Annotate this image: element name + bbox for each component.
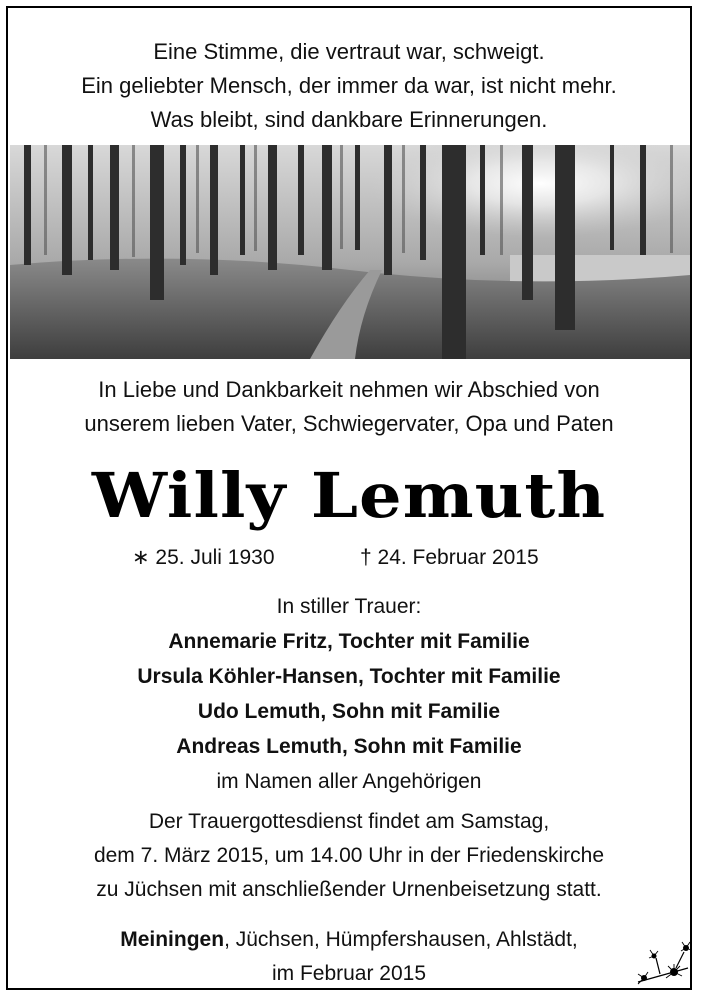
service-line: dem 7. März 2015, um 14.00 Uhr in der Friedenskirche bbox=[93, 844, 605, 867]
poem-line: Eine Stimme, die vertraut war, schweigt. bbox=[153, 39, 545, 64]
mourners-heading: In stiller Trauer: bbox=[276, 595, 422, 618]
closing-places bbox=[8, 923, 690, 991]
memorial-poem bbox=[8, 35, 690, 137]
intro-line: In Liebe und Dankbarkeit nehmen wir Abschied von bbox=[98, 377, 600, 402]
obituary-notice bbox=[6, 6, 692, 990]
mourner-name: Udo Lemuth, Sohn mit Familie bbox=[197, 700, 501, 723]
places-line bbox=[8, 923, 690, 957]
service-info bbox=[8, 805, 690, 907]
poem-line: Ein geliebter Mensch, der immer da war, ist nicht mehr. bbox=[81, 73, 617, 98]
mourner-name: Andreas Lemuth, Sohn mit Familie bbox=[176, 735, 522, 758]
mourner-name: Ursula Köhler-Hansen, Tochter mit Familie bbox=[137, 665, 561, 688]
mourners-footer: im Namen aller Angehörigen bbox=[216, 770, 482, 793]
place-bold: Meiningen bbox=[120, 928, 225, 951]
farewell-intro bbox=[8, 373, 690, 441]
service-line: zu Jüchsen mit anschließender Urnenbeisetzung statt. bbox=[96, 878, 602, 901]
dandelion-icon bbox=[630, 938, 692, 993]
death-date: † 24. Februar 2015 bbox=[360, 546, 539, 569]
intro-line: unserem lieben Vater, Schwiegervater, Opa und Paten bbox=[84, 411, 614, 436]
poem-line: Was bleibt, sind dankbare Erinnerungen. bbox=[150, 107, 548, 132]
places-rest: , Jüchsen, Hümpfershausen, Ahlstädt, bbox=[224, 928, 578, 951]
birth-date: ∗ 25. Juli 1930 bbox=[132, 546, 275, 569]
mourners-list bbox=[8, 589, 690, 799]
closing-date: im Februar 2015 bbox=[271, 962, 427, 985]
mourner-name: Annemarie Fritz, Tochter mit Familie bbox=[168, 630, 530, 653]
deceased-name: Willy Lemuth bbox=[91, 459, 607, 532]
forest-photo bbox=[10, 145, 690, 359]
service-line: Der Trauergottesdienst findet am Samstag, bbox=[148, 810, 550, 833]
